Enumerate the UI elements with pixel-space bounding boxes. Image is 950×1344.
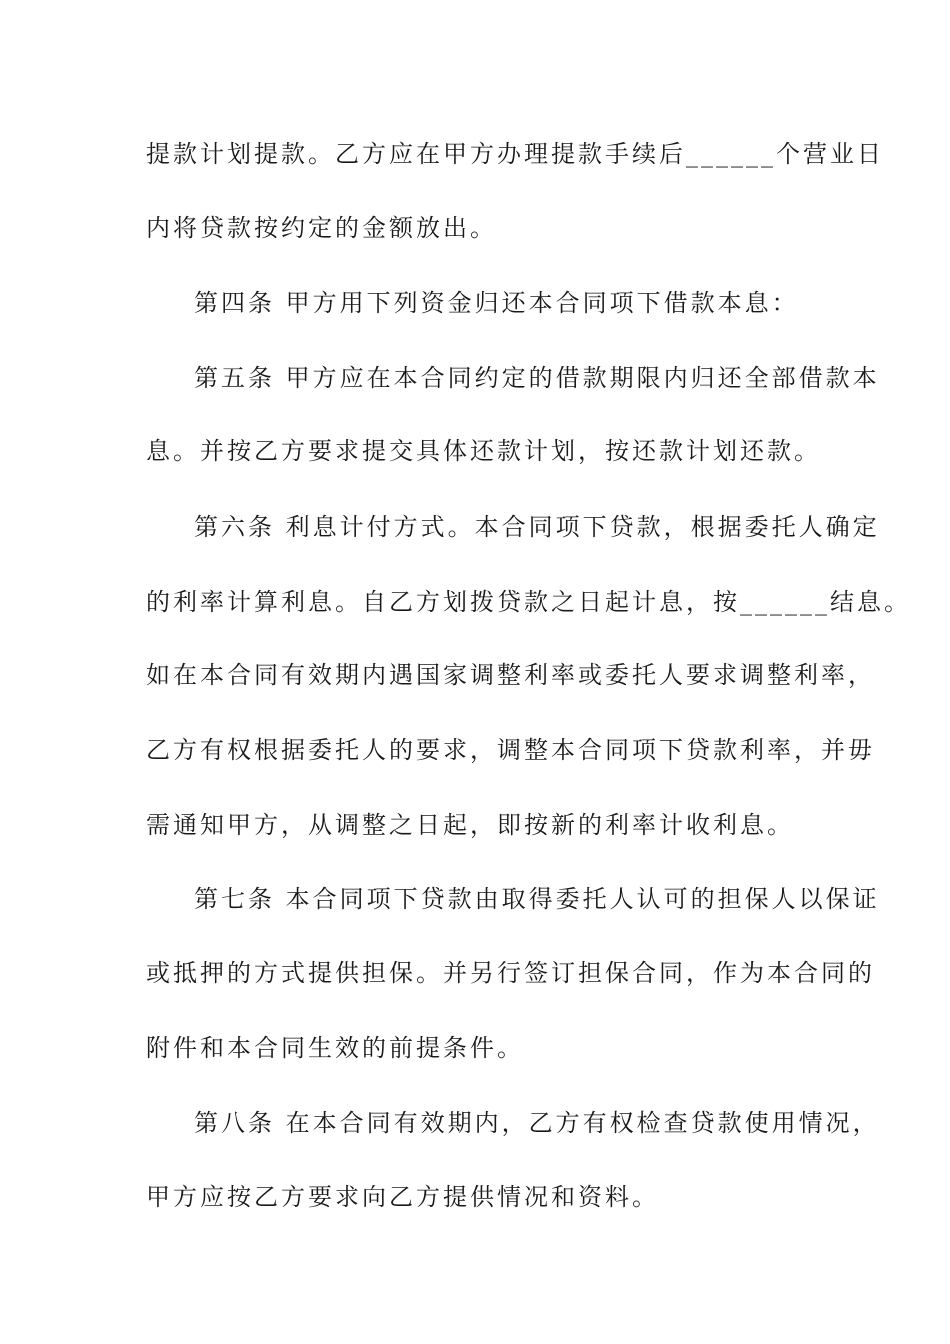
article-4-line: 第四条 甲方用下列资金归还本合同项下借款本息： xyxy=(194,289,799,317)
text-line: 内将贷款按约定的金额放出。 xyxy=(146,214,497,242)
text-line: 息。并按乙方要求提交具体还款计划，按还款计划还款。 xyxy=(146,437,821,465)
text-line: 需通知甲方，从调整之日起，即按新的利率计收利息。 xyxy=(146,811,794,839)
text-line: 提款计划提款。乙方应在甲方办理提款手续后______个营业日 xyxy=(146,140,884,168)
article-5-line: 第五条 甲方应在本合同约定的借款期限内归还全部借款本 xyxy=(194,364,880,392)
text-line: 或抵押的方式提供担保。并另行签订担保合同，作为本合同的 xyxy=(146,959,875,987)
article-6-line: 第六条 利息计付方式。本合同项下贷款，根据委托人确定 xyxy=(194,513,880,541)
article-7-line: 第七条 本合同项下贷款由取得委托人认可的担保人以保证 xyxy=(194,885,880,913)
text-line: 的利率计算利息。自乙方划拨贷款之日起计息，按______结息。 xyxy=(146,588,911,616)
article-8-line: 第八条 在本合同有效期内，乙方有权检查贷款使用情况， xyxy=(194,1109,880,1137)
text-line: 甲方应按乙方要求向乙方提供情况和资料。 xyxy=(146,1183,659,1211)
text-line: 附件和本合同生效的前提条件。 xyxy=(146,1034,524,1062)
text-line: 如在本合同有效期内遇国家调整利率或委托人要求调整利率， xyxy=(146,661,875,689)
text-line: 乙方有权根据委托人的要求，调整本合同项下贷款利率，并毋 xyxy=(146,736,875,764)
